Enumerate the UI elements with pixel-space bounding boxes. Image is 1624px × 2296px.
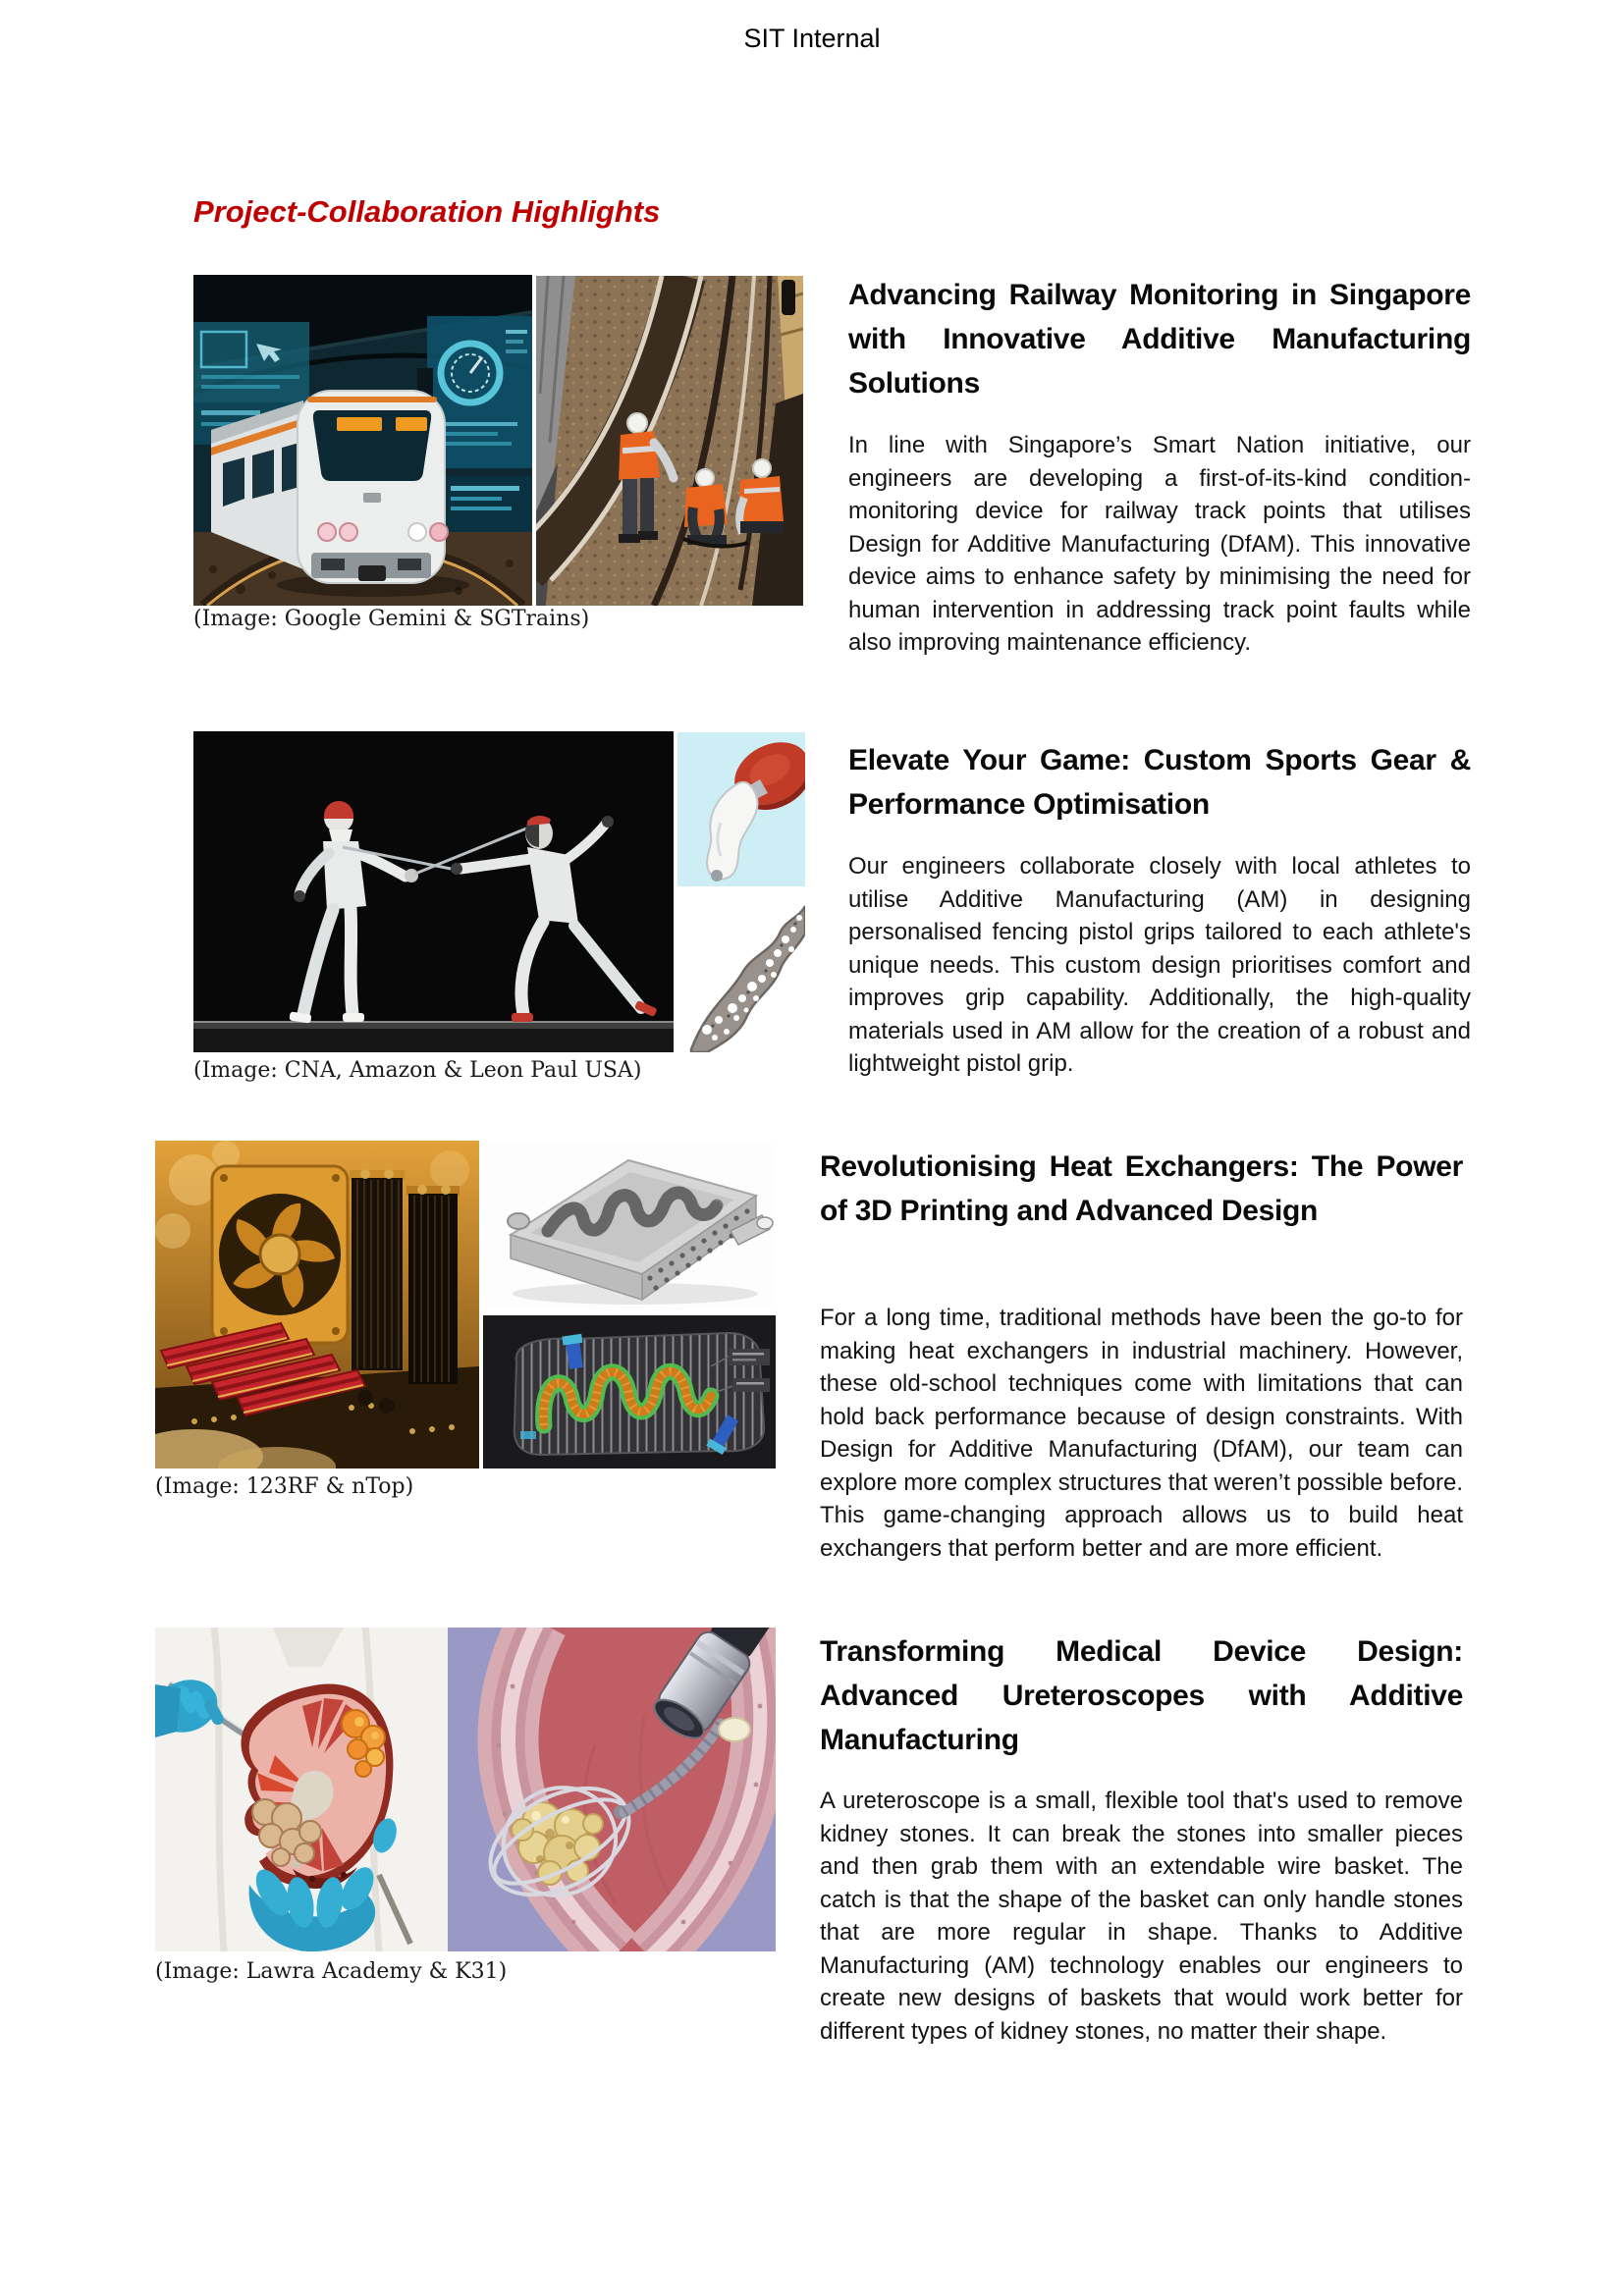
image-caption: (Image: 123RF & nTop): [155, 1474, 414, 1499]
stone-fragment-in-scope: [719, 1718, 750, 1741]
section-heading: Revolutionising Heat Exchangers: The Power of 3D Printing and Advanced Design: [820, 1150, 1463, 1227]
section-body: A ureteroscope is a small, flexible tool that's used to remove kidney stones. It can break the stones into smaller pieces and then grab them with an extendable wire basket. The catch is that the shape of the basket can only handle stones that are more regular in shape. Thanks to Additive Manufacturing (AM) technology enables our engineers to create new designs of baskets that would work better for different types of kidney stones, no matter their shape.: [820, 1788, 1463, 2045]
train-front: [298, 391, 448, 583]
pistol-grip-illustration: [677, 732, 805, 886]
printed-heat-exchanger-illustration: [483, 1145, 776, 1309]
cpu-heatsink-illustration: [155, 1141, 479, 1468]
lattice-structure-render: [677, 890, 805, 1052]
pistol-grip-render: [677, 732, 805, 886]
fencing-match-illustration: [193, 731, 674, 1052]
section-body: In line with Singapore’s Smart Nation initiative, our engineers are developing a first-of-its-kind condition-monitoring device for railway track points that utilises Design for Additive Manufacturing (DfAM). This innovative device aims to enhance safety by minimising the need for human intervention in addressing track point faults while also improving maintenance efficiency.: [848, 432, 1471, 656]
thermal-simulation-illustration: [483, 1315, 776, 1468]
lattice-structure-illustration: [677, 890, 805, 1052]
cpu-heatsink-photo: [155, 1141, 479, 1468]
section-heading: Advancing Railway Monitoring in Singapore with Innovative Additive Manufacturing Solutions: [848, 279, 1471, 400]
document-classification-header: SIT Internal: [743, 24, 881, 53]
printed-heat-exchanger-render: [483, 1145, 776, 1309]
page-title: Project-Collaboration Highlights: [193, 194, 661, 229]
mrt-train-photo: [193, 275, 532, 606]
section-body: For a long time, traditional methods have been the go-to for making heat exchangers in industrial machinery. However, these old-school techniques come with limitations that can hold back performance because of design constraints. With Design for Additive Manufacturing (DfAM), our team can explore more complex structures that weren’t possible before. This game-changing approach allows us to build heat exchangers that perform better and are more efficient.: [820, 1305, 1463, 1562]
image-caption: (Image: Google Gemini & SGTrains): [193, 607, 590, 631]
ureteroscope-scene: [448, 1628, 776, 1951]
thermal-simulation-render: [483, 1315, 776, 1468]
section-heading: Elevate Your Game: Custom Sports Gear & Performance Optimisation: [848, 744, 1471, 821]
fencing-match-photo: [193, 731, 674, 1052]
ureteroscope-illustration: [448, 1628, 776, 1951]
track-workers-illustration: [536, 276, 803, 606]
fan-shroud: [212, 1166, 348, 1343]
section-heading: Transforming Medical Device Design: Advanced Ureteroscopes with Additive Manufacturing: [820, 1635, 1463, 1756]
section-body: Our engineers collaborate closely with local athletes to utilise Additive Manufacturing (AM) in designing personalised fencing pistol grips tailored to each athlete's unique needs. This custom design prioritises comfort and improves grip capability. Additionally, the high-quality materials used in AM allow for the creation of a robust and lightweight pistol grip.: [848, 853, 1471, 1077]
mrt-train-illustration: [193, 275, 532, 606]
kidney-model-illustration: [155, 1628, 448, 1951]
image-caption: (Image: Lawra Academy & K31): [155, 1959, 508, 1984]
track-workers-photo: [536, 276, 803, 606]
kidney-model-photo: [155, 1628, 448, 1951]
image-caption: (Image: CNA, Amazon & Leon Paul USA): [193, 1058, 642, 1083]
